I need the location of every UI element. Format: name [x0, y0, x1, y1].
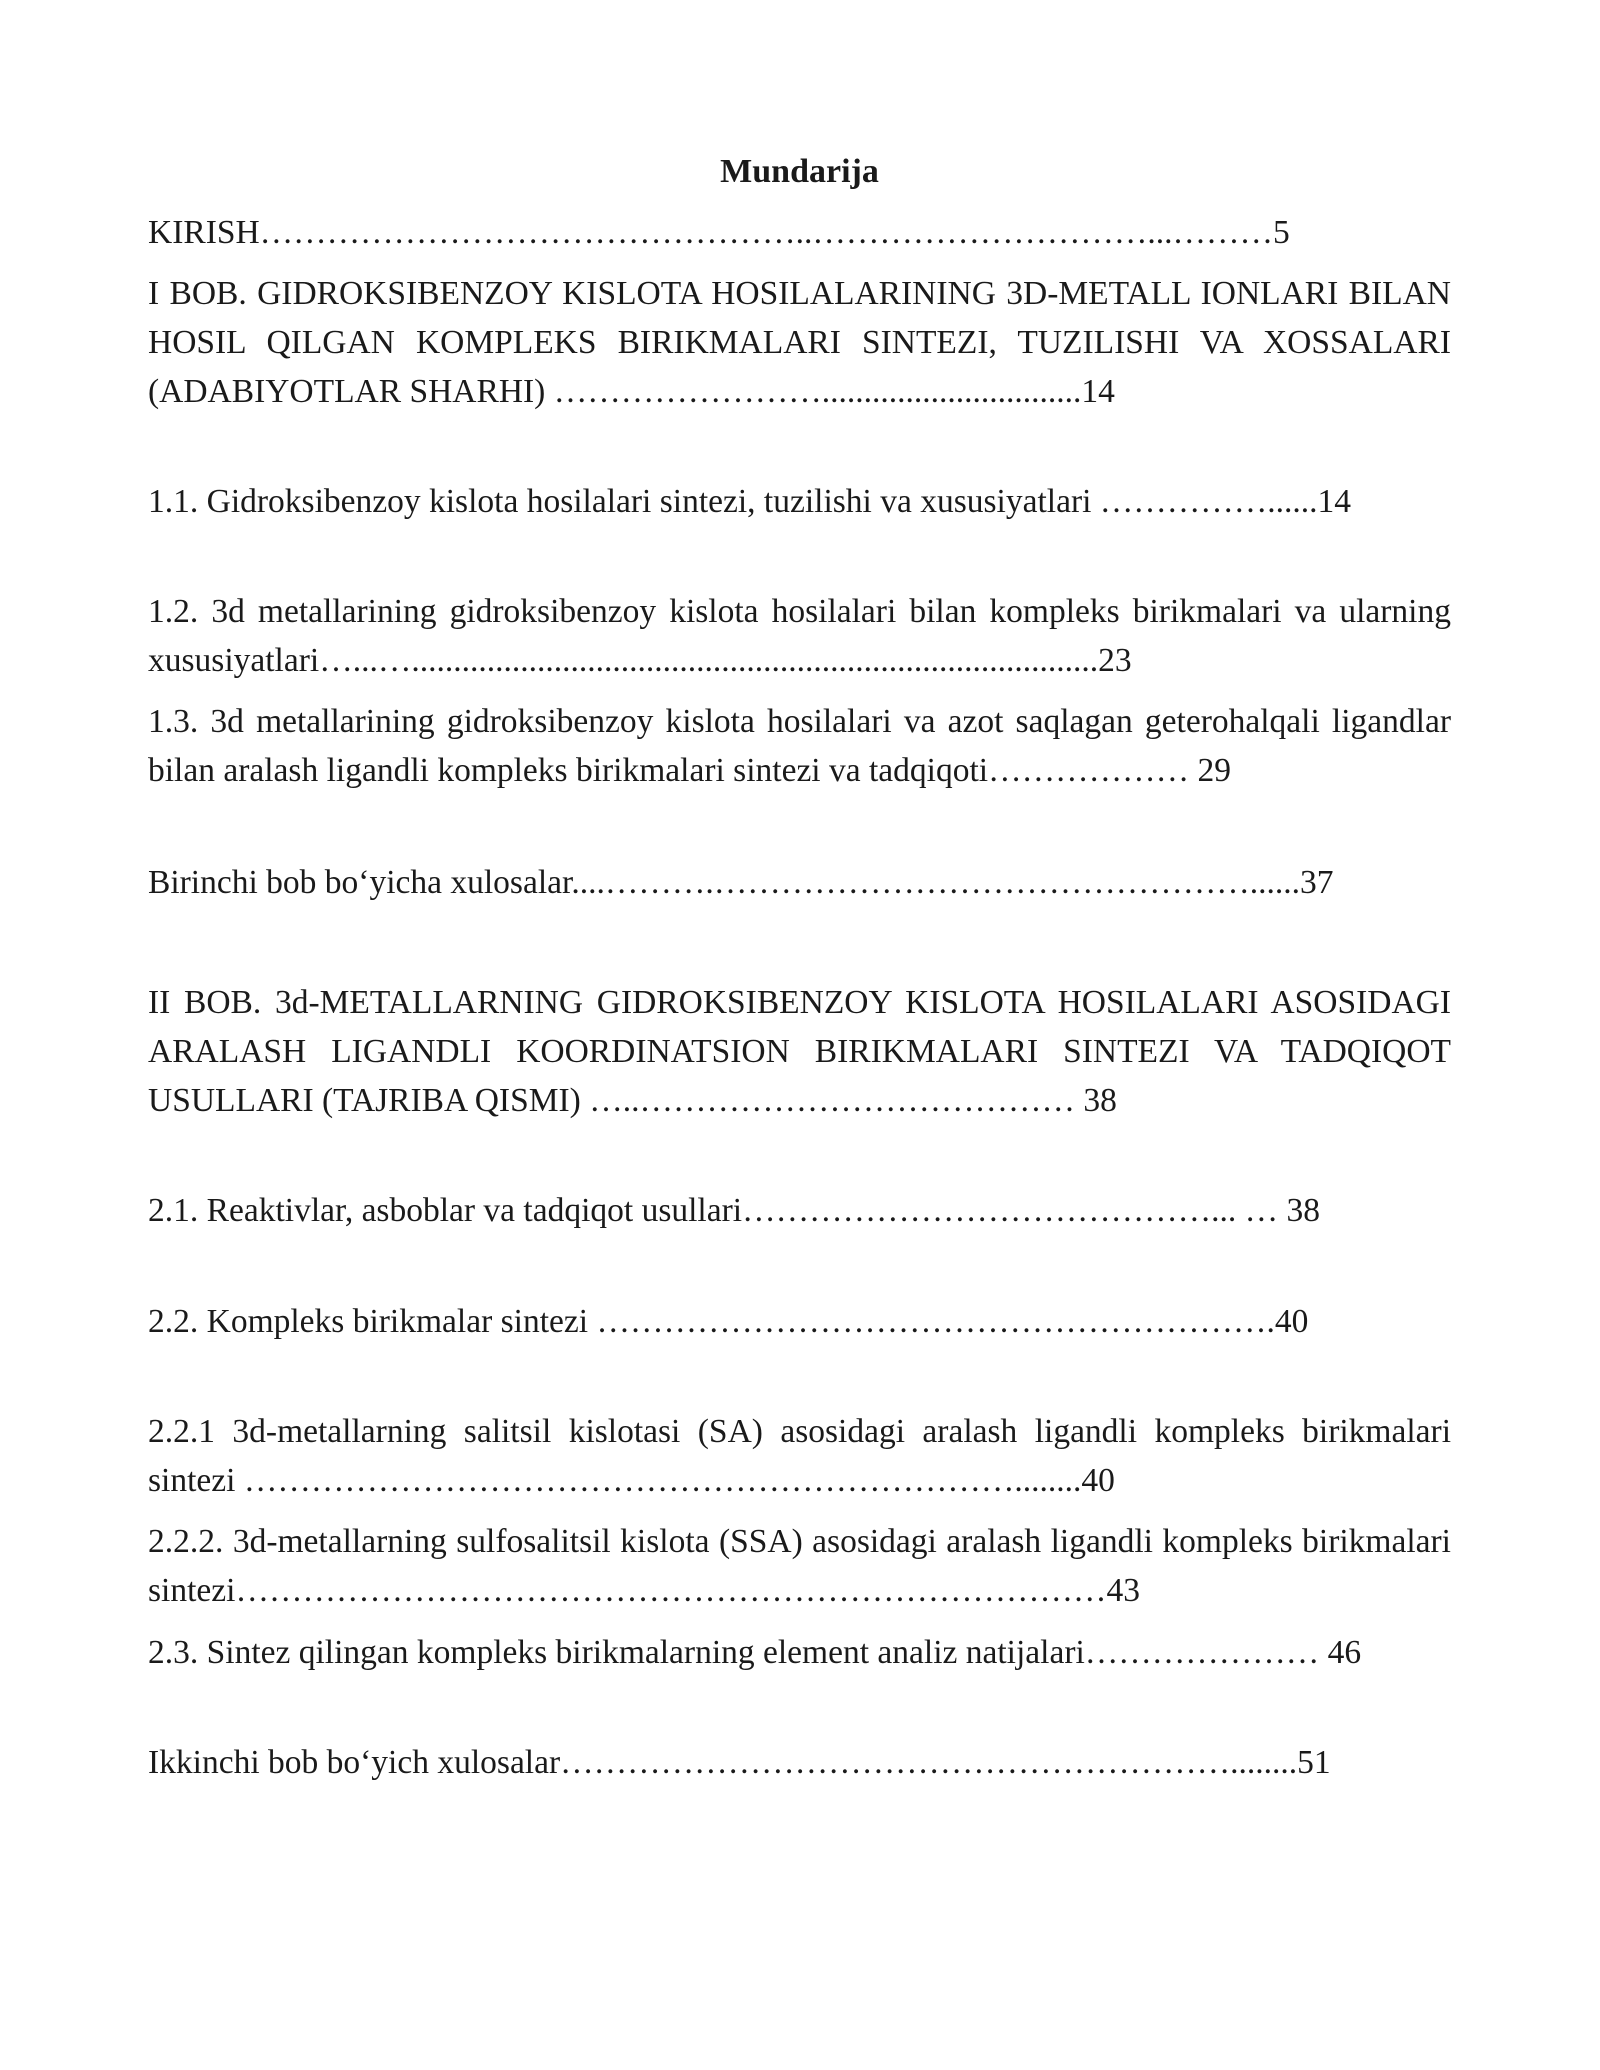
toc-title: Mundarija [720, 153, 879, 190]
toc-entry-1-1: 1.1. Gidroksibenzoy kislota hosilalari sintezi, tuzilishi va xususiyatlari ……………......14 [148, 483, 1352, 520]
toc-entry-2-3: 2.3. Sintez qilingan kompleks birikmalarning element analiz natijalari………………… 46 [148, 1634, 1362, 1671]
toc-entry-2-1: 2.1. Reaktivlar, asboblar va tadqiqot usullari……………………………………... … 38 [148, 1192, 1320, 1229]
toc-entry-chapter-1-conclusion: Birinchi bob bo‘yicha xulosalar....……….…………………………………………......37 [148, 864, 1334, 901]
toc-entry-1-3: 1.3. 3d metallarining gidroksibenzoy kislota hosilalari va azot saqlagan geterohalqali ligandlar bilan aralash ligandli kompleks birikmalari sintezi va tadqiqoti……………… 29 [148, 703, 1451, 789]
toc-entry-1-2: 1.2. 3d metallarining gidroksibenzoy kislota hosilalari bilan kompleks birikmalari va ularning xususiyatlari…...…..................................................................................23 [148, 593, 1451, 679]
toc-entry-2-2: 2.2. Kompleks birikmalar sintezi …………………………………………………….40 [148, 1303, 1309, 1340]
toc-entry-2-2-1: 2.2.1 3d-metallarning salitsil kislotasi (SA) asosidagi aralash ligandli kompleks birikmalari sintezi ……………………………………………………………........40 [148, 1413, 1451, 1499]
toc-entry-kirish: KIRISH…………………………………………..…………………………...………5 [148, 214, 1290, 251]
toc-entry-chapter-1: I BOB. GIDROKSIBENZOY KISLOTA HOSILALARINING 3D-METALL IONLARI BILAN HOSIL QILGAN KOMPLEKS BIRIKMALARI SINTEZI, TUZILISHI VA XOSSALARI (ADABIYOTLAR SHARHI) ……………………...............................14 [148, 275, 1451, 410]
toc-entry-chapter-2-conclusion: Ikkinchi bob bo‘yich xulosalar……………………………………………………........51 [148, 1744, 1331, 1781]
toc-entry-2-2-2: 2.2.2. 3d-metallarning sulfosalitsil kislota (SSA) asosidagi aralash ligandli kompleks birikmalari sintezi……………………………………………………………………43 [148, 1523, 1451, 1609]
toc-entry-chapter-2: II BOB. 3d-METALLARNING GIDROKSIBENZOY KISLOTA HOSILALARI ASOSIDAGI ARALASH LIGANDLI KOORDINATSION BIRIKMALARI SINTEZI VA TADQIQOT USULLARI (TAJRIBA QISMI) …..………………………………… 38 [148, 984, 1451, 1119]
